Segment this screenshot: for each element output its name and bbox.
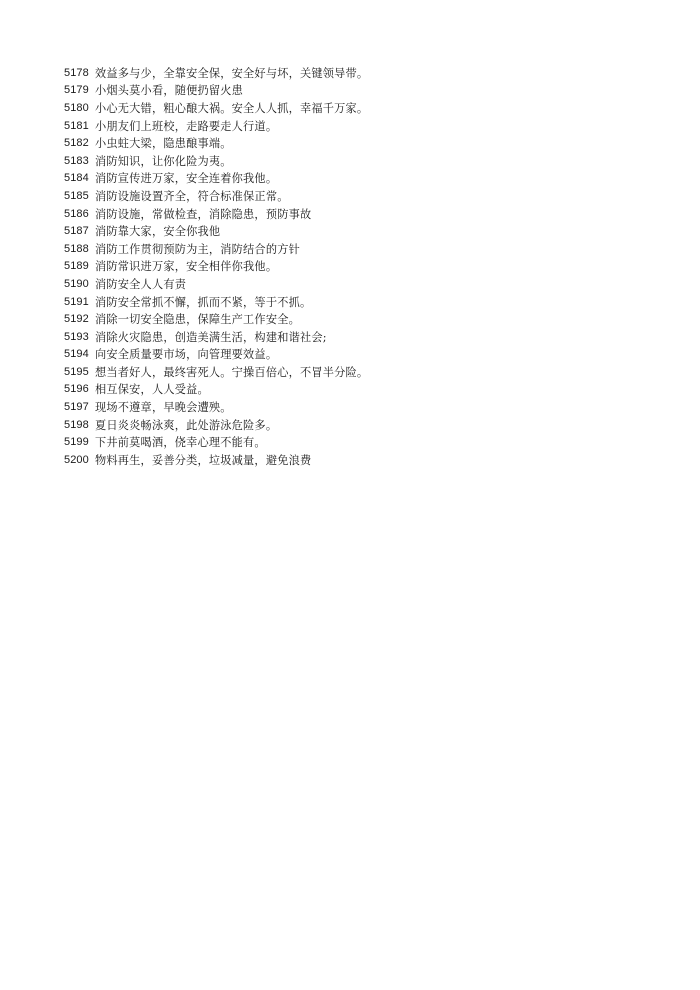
entry-text: 小朋友们上班校，走路要走人行道。 — [95, 119, 278, 133]
entry-number: 5191 — [64, 295, 89, 308]
entry-number: 5199 — [64, 436, 89, 449]
list-item — [64, 328, 368, 346]
list-item — [64, 152, 368, 170]
entry-text: 消防工作贯彻预防为主，消防结合的方针 — [95, 242, 300, 256]
slogan-list — [64, 64, 368, 469]
entry-number: 5196 — [64, 383, 89, 396]
entry-number: 5183 — [64, 154, 89, 167]
list-item — [64, 117, 368, 135]
list-item — [64, 240, 368, 258]
entry-number: 5186 — [64, 207, 89, 220]
entry-text: 相互保安，人人受益。 — [95, 383, 209, 397]
entry-text: 消防安全常抓不懈，抓而不紧，等于不抓。 — [95, 295, 312, 309]
entry-text: 小心无大错，粗心酿大祸。安全人人抓，幸福千万家。 — [95, 101, 369, 115]
entry-text: 向安全质量要市场，向管理要效益。 — [95, 348, 278, 362]
entry-number: 5188 — [64, 242, 89, 255]
list-item — [64, 398, 368, 416]
list-item — [64, 187, 368, 205]
entry-text: 消防宣传进万家，安全连着你我他。 — [95, 172, 278, 186]
entry-text: 消除一切安全隐患，保障生产工作安全。 — [95, 313, 300, 327]
entry-number: 5198 — [64, 418, 89, 431]
entry-number: 5193 — [64, 330, 89, 343]
list-item — [64, 275, 368, 293]
list-item — [64, 310, 368, 328]
entry-number: 5197 — [64, 401, 89, 414]
list-item — [64, 258, 368, 276]
entry-text: 消防设施，常做检查，消除隐患，预防事故 — [95, 207, 312, 221]
list-item — [64, 134, 368, 152]
entry-text: 小烟头莫小看，随便扔留火患 — [95, 84, 244, 98]
entry-number: 5190 — [64, 277, 89, 290]
list-item — [64, 381, 368, 399]
entry-number: 5178 — [64, 66, 89, 79]
entry-number: 5194 — [64, 348, 89, 361]
list-item — [64, 64, 368, 82]
entry-number: 5189 — [64, 260, 89, 273]
list-item — [64, 222, 368, 240]
entry-text: 消防知识，让你化险为夷。 — [95, 154, 232, 168]
entry-number: 5200 — [64, 453, 89, 466]
entry-number: 5181 — [64, 119, 89, 132]
list-item — [64, 82, 368, 100]
list-item — [64, 170, 368, 188]
entry-text: 现场不遵章，早晚会遭殃。 — [95, 401, 232, 415]
entry-number: 5179 — [64, 84, 89, 97]
entry-number: 5195 — [64, 365, 89, 378]
entry-text: 小虫蛀大梁，隐患酿事端。 — [95, 137, 232, 151]
entry-text: 消除火灾隐患，创造美满生活，构建和谐社会; — [95, 330, 327, 344]
entry-number: 5182 — [64, 137, 89, 150]
entry-number: 5180 — [64, 101, 89, 114]
list-item — [64, 363, 368, 381]
entry-text: 消防设施设置齐全，符合标准保正常。 — [95, 189, 289, 203]
list-item — [64, 451, 368, 469]
list-item — [64, 416, 368, 434]
entry-number: 5187 — [64, 225, 89, 238]
list-item — [64, 205, 368, 223]
entry-text: 物料再生，妥善分类，垃圾减量，避免浪费 — [95, 453, 312, 467]
entry-number: 5185 — [64, 189, 89, 202]
entry-text: 下井前莫喝酒，侥幸心理不能有。 — [95, 436, 266, 450]
entry-text: 消防常识进万家，安全相伴你我他。 — [95, 260, 278, 274]
entry-text: 效益多与少，全靠安全保，安全好与坏，关键领导带。 — [95, 66, 369, 80]
list-item — [64, 293, 368, 311]
entry-text: 消防靠大家，安全你我他 — [95, 225, 221, 239]
list-item — [64, 99, 368, 117]
entry-text: 想当者好人，最终害死人。宁操百倍心，不冒半分险。 — [95, 365, 369, 379]
entry-number: 5184 — [64, 172, 89, 185]
entry-text: 夏日炎炎畅泳爽，此处游泳危险多。 — [95, 418, 278, 432]
entry-text: 消防安全人人有责 — [95, 277, 187, 291]
list-item — [64, 346, 368, 364]
entry-number: 5192 — [64, 313, 89, 326]
list-item — [64, 433, 368, 451]
